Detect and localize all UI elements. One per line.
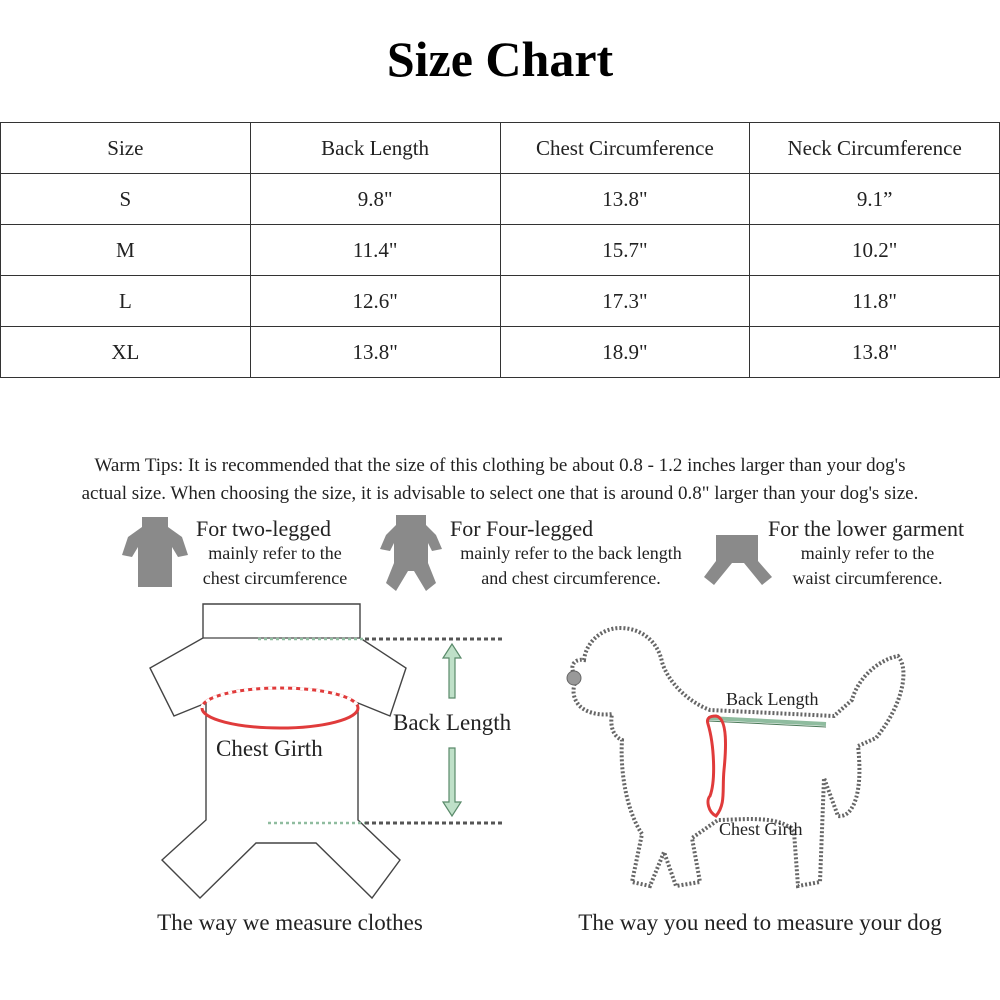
table-cell: 15.7" (500, 225, 750, 276)
dog-outline (572, 628, 903, 886)
header-cell: Neck Circumference (750, 123, 1000, 174)
table-cell: 11.8" (750, 276, 1000, 327)
category-title: For the lower garment (768, 516, 965, 541)
dog-caption: The way you need to measure your dog (578, 910, 942, 935)
back-length-arrow-down (443, 748, 461, 816)
four-legged-suit-icon (378, 513, 444, 595)
back-length-label: Back Length (393, 710, 512, 735)
table-row (1, 225, 1000, 276)
clothes-caption: The way we measure clothes (157, 910, 423, 935)
table-row (1, 276, 1000, 327)
dog-diagram (558, 620, 918, 910)
warm-tips (0, 452, 1000, 508)
category-title: For two-legged (196, 516, 332, 541)
dog-nose (567, 671, 581, 685)
header-cell: Chest Circumference (500, 123, 750, 174)
dog-back-length-label: Back Length (726, 689, 819, 709)
category-description (446, 541, 696, 591)
page-title: Size Chart (386, 31, 614, 87)
table-row (1, 327, 1000, 378)
table-row (1, 174, 1000, 225)
header-cell: Size (1, 123, 251, 174)
clothes-diagram (140, 598, 520, 903)
two-legged-shirt-icon (120, 515, 190, 590)
table-cell: S (1, 174, 251, 225)
table-cell: 11.4" (250, 225, 500, 276)
category-line: waist circumference. (792, 568, 943, 588)
table-cell: 13.8" (500, 174, 750, 225)
lower-garment-icon (700, 533, 775, 588)
category-line: mainly refer to the (208, 543, 342, 563)
table-cell: 17.3" (500, 276, 750, 327)
table-cell: L (1, 276, 251, 327)
category-description (780, 541, 955, 591)
category-line: mainly refer to the back length (460, 543, 682, 563)
table-cell: 9.8" (250, 174, 500, 225)
category-line: mainly refer to the (800, 543, 935, 563)
chest-girth-label: Chest Girth (216, 736, 323, 761)
dog-chest-girth-label: Chest Girth (719, 819, 803, 839)
back-length-arrow-up (443, 644, 461, 698)
warm-tips-line: actual size. When choosing the size, it is advisable to select one that is around 0.8" larger than your dog's size. (81, 483, 919, 504)
table-cell: 13.8" (250, 327, 500, 378)
category-line: and chest circumference. (481, 568, 661, 588)
table-header-row (1, 123, 1000, 174)
category-title: For Four-legged (450, 516, 594, 541)
table-cell: 18.9" (500, 327, 750, 378)
category-description (190, 541, 360, 591)
table-cell: 9.1” (750, 174, 1000, 225)
header-cell: Back Length (250, 123, 500, 174)
table-cell: XL (1, 327, 251, 378)
table-cell: 13.8" (750, 327, 1000, 378)
size-table (0, 122, 1000, 378)
table-cell: 12.6" (250, 276, 500, 327)
warm-tips-line: Warm Tips: It is recommended that the size of this clothing be about 0.8 - 1.2 inches larger than your dog's (94, 455, 906, 476)
table-cell: M (1, 225, 251, 276)
table-cell: 10.2" (750, 225, 1000, 276)
category-line: chest circumference (202, 568, 348, 588)
